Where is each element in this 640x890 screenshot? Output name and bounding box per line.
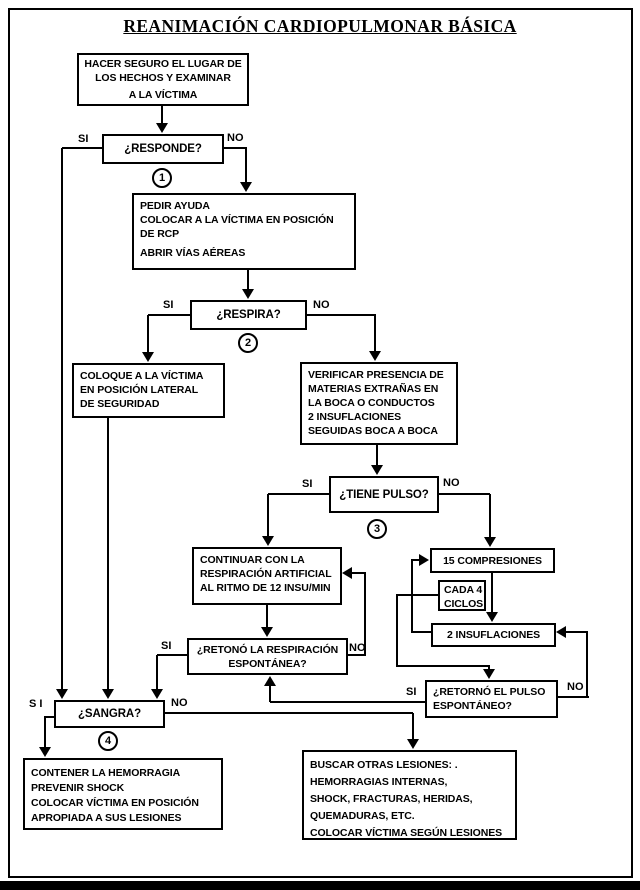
node-2-insuflaciones: 2 INSUFLACIONES	[431, 623, 556, 647]
line-segment	[397, 665, 490, 667]
arrowhead-down-icon	[156, 123, 168, 133]
arrowhead-down-icon	[242, 289, 254, 299]
step-circle-3: 3	[367, 519, 387, 539]
line-segment	[62, 147, 102, 149]
arrowhead-down-icon	[486, 612, 498, 622]
line-segment	[147, 315, 149, 355]
node-coloque-victima: COLOQUE A LA VÍCTIMA EN POSICIÓN LATERAL DE SEGURIDAD	[72, 363, 225, 418]
line-segment	[411, 559, 413, 633]
label-respira-si: SI	[163, 299, 174, 311]
line-segment	[307, 314, 376, 316]
line-segment	[165, 712, 413, 714]
line-segment	[269, 686, 271, 702]
label-responde-no: NO	[227, 132, 244, 144]
label-responde-si: SI	[78, 133, 89, 145]
label-retorno-pulso-no: NO	[567, 681, 584, 693]
arrowhead-down-icon	[483, 669, 495, 679]
line-segment	[245, 148, 247, 186]
line-segment	[148, 314, 190, 316]
arrowhead-down-icon	[102, 689, 114, 699]
line-segment	[156, 655, 158, 692]
arrowhead-down-icon	[56, 689, 68, 699]
label-respira-no: NO	[313, 299, 330, 311]
arrowhead-down-icon	[262, 536, 274, 546]
line-segment	[397, 594, 438, 596]
line-segment	[44, 716, 46, 750]
arrowhead-down-icon	[151, 689, 163, 699]
arrowhead-down-icon	[261, 627, 273, 637]
line-segment	[412, 631, 431, 633]
node-continuar-respiracion: CONTINUAR CON LA RESPIRACIÓN ARTIFICIAL AL RITMO DE 12 INSU/MIN	[192, 547, 342, 605]
arrowhead-down-icon	[407, 739, 419, 749]
line-segment	[396, 594, 398, 667]
arrowhead-left-icon	[342, 567, 352, 579]
line-segment	[157, 654, 187, 656]
node-tiene-pulso: ¿TIENE PULSO?	[329, 476, 439, 513]
line-segment	[267, 494, 269, 539]
line-segment	[61, 148, 63, 694]
scan-edge-bar	[0, 881, 640, 890]
label-sangra-si: S I	[29, 698, 43, 710]
label-retono-no: NO	[349, 642, 366, 654]
arrowhead-down-icon	[371, 465, 383, 475]
node-contener-hemorragia: CONTENER LA HEMORRAGIA PREVENIR SHOCK COLOCAR VÍCTIMA EN POSICIÓN APROPIADA A SUS LESIONES	[23, 758, 223, 830]
arrowhead-right-icon	[419, 554, 429, 566]
line-segment	[223, 147, 247, 149]
node-buscar-lesiones: BUSCAR OTRAS LESIONES: . HEMORRAGIAS INTERNAS, SHOCK, FRACTURAS, HERIDAS, QUEMADURAS, ETC. COLOCAR VÍCTIMA SEGÚN LESIONES	[302, 750, 517, 840]
line-segment	[491, 572, 493, 615]
arrowhead-left-icon	[556, 626, 566, 638]
label-retono-si: SI	[161, 640, 172, 652]
line-segment	[268, 493, 329, 495]
line-segment	[161, 105, 163, 125]
label-pulso-si: SI	[302, 478, 313, 490]
arrowhead-down-icon	[142, 352, 154, 362]
step-circle-4: 4	[98, 731, 118, 751]
step-circle-1: 1	[152, 168, 172, 188]
arrowhead-down-icon	[240, 182, 252, 192]
line-segment	[439, 493, 490, 495]
node-pedir-ayuda: PEDIR AYUDA COLOCAR A LA VÍCTIMA EN POSICIÓN DE RCP ABRIR VÍAS AÉREAS	[132, 193, 356, 270]
line-segment	[489, 494, 491, 540]
line-segment	[374, 315, 376, 353]
node-cada-4-ciclos: CADA 4 CICLOS	[438, 580, 486, 611]
page-title: REANIMACIÓN CARDIOPULMONAR BÁSICA	[123, 16, 517, 36]
label-sangra-no: NO	[171, 697, 188, 709]
node-respira: ¿RESPIRA?	[190, 300, 307, 330]
arrowhead-down-icon	[369, 351, 381, 361]
node-retorno-pulso: ¿RETORNÓ EL PULSO ESPONTÁNEO?	[425, 680, 558, 718]
node-responde: ¿RESPONDE?	[102, 134, 224, 164]
node-sangra: ¿SANGRA?	[54, 700, 165, 728]
line-segment	[107, 418, 109, 692]
arrowhead-down-icon	[39, 747, 51, 757]
node-verificar-materias: VERIFICAR PRESENCIA DE MATERIAS EXTRAÑAS EN LA BOCA O CONDUCTOS 2 INSUFLACIONES SEGUIDAS BOCA A BOCA	[300, 362, 458, 445]
line-segment	[586, 631, 588, 698]
label-pulso-no: NO	[443, 477, 460, 489]
node-retono-respiracion: ¿RETONÓ LA RESPIRACIÓN ESPONTÁNEA?	[187, 638, 348, 675]
node-hacer-seguro: HACER SEGURO EL LUGAR DE LOS HECHOS Y EXAMINAR A LA VÍCTIMA	[77, 53, 249, 106]
line-segment	[566, 631, 587, 633]
arrowhead-up-icon	[264, 676, 276, 686]
line-segment	[270, 701, 425, 703]
node-15-compresiones: 15 COMPRESIONES	[430, 548, 555, 573]
line-segment	[412, 713, 414, 742]
line-segment	[558, 696, 589, 698]
step-circle-2: 2	[238, 333, 258, 353]
label-retorno-pulso-si: SI	[406, 686, 417, 698]
arrowhead-down-icon	[484, 537, 496, 547]
line-segment	[352, 572, 366, 574]
